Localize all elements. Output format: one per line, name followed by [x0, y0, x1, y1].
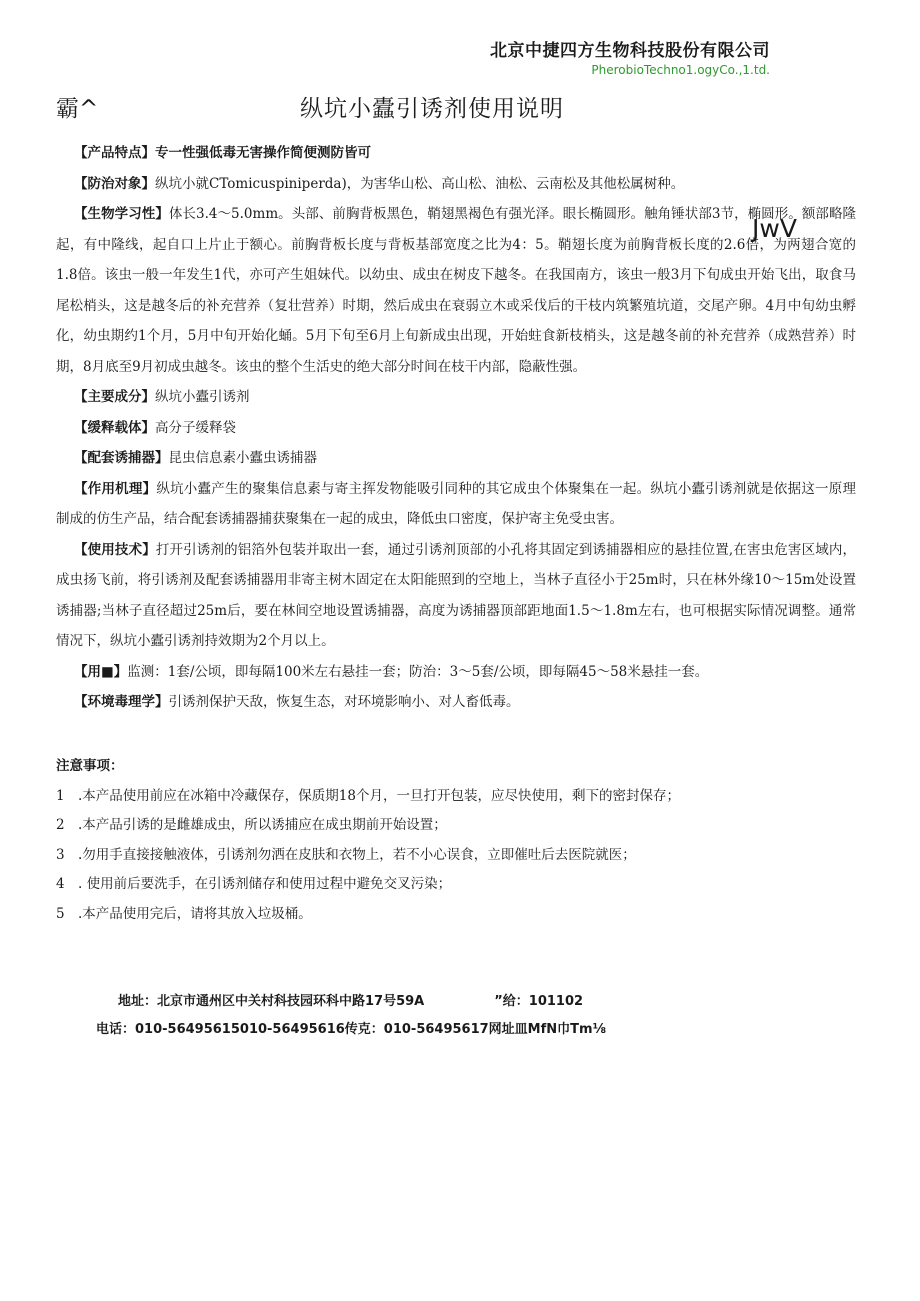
stray-mark: JwV	[752, 214, 797, 243]
list-item	[56, 782, 856, 812]
note-number: 4	[56, 876, 65, 892]
section-mechanism	[56, 474, 856, 535]
notes-block	[56, 752, 856, 929]
section-usage	[56, 535, 856, 657]
section-carrier	[56, 413, 856, 444]
logo-glyph: 霸^	[56, 96, 99, 122]
list-item	[56, 900, 856, 930]
section-head: 【用■】	[74, 663, 128, 680]
note-number: 1	[56, 787, 65, 804]
section-text: 打开引诱剂的铝箔外包装并取出一套，通过引诱剂顶部的小孔将其固定到诱捕器相应的悬挂位置,在害虫危害区域内，成虫扬飞前，将引诱剂及配套诱捕器用非寄主树木固定在太阳能照到的空地上，当林子直径小于25m时，只在林外缘10～15m处设置诱捕器;当林子直径超过25m后，要在林间空地设置诱捕器，高度为诱捕器顶部距地面1.5～1.8m左右，也可根据实际情况调整。通常情况下，纵坑小蠹引诱剂持效期为2个月以上。	[56, 541, 857, 649]
list-item	[56, 841, 856, 871]
section-product-features	[56, 138, 856, 169]
section-trap	[56, 443, 856, 474]
section-head: 【主要成分】	[74, 389, 155, 405]
section-head: 【产品特点】	[74, 145, 155, 161]
section-head: 【缓释载体】	[74, 419, 155, 436]
section-head: 【使用技术】	[74, 541, 156, 558]
note-text: .本产品引诱的是雌雄成虫，所以诱捕应在成虫期前开始设置；	[78, 817, 447, 833]
section-text: 昆虫信息素小蠹虫诱捕器	[168, 450, 317, 466]
note-number: 3	[56, 846, 65, 863]
note-text: .本产品使用前应在冰箱中冷藏保存，保质期18个月，一旦打开包装，应尽快使用，剩下的密封保存；	[78, 787, 680, 804]
note-number: 2	[56, 817, 65, 833]
list-item	[56, 870, 856, 900]
footer-address-line	[118, 990, 583, 1009]
document-title: 纵坑小蠹引诱剂使用说明	[300, 96, 564, 122]
section-text: 引诱剂保护天敌，恢复生态，对环境影响小、对人畜低毒。	[168, 694, 520, 710]
section-head: 【防治对象】	[74, 175, 155, 192]
section-head: 【生物学习性】	[74, 206, 169, 222]
note-text: .本产品使用完后，请将其放入垃圾桶。	[78, 905, 312, 922]
document-body	[56, 138, 856, 718]
section-text: 纵坑小蠹引诱剂	[155, 389, 250, 405]
company-name-en: PherobioTechno1.ogyCo.,1.td.	[591, 63, 770, 77]
note-number: 5	[56, 905, 65, 922]
section-text: 专一性强低毒无害操作简便测防皆可	[155, 145, 371, 161]
section-target	[56, 169, 856, 200]
section-head: 【环境毒理学】	[74, 694, 169, 710]
section-text: 体长3.4～5.0mm。头部、前胸背板黑色，鞘翅黑褐色有强光泽。眼长椭圆形。触角锤状部3节，椭圆形。额部略隆起，有中隆线，起自口上片止于额心。前胸背板长度与背板基部宽度之比为4：5。鞘翅长度为前胸背板长度的2.6倍，为两翅合宽的1.8倍。该虫一般一年发生1代，亦可产生姐妹代。以幼虫、成虫在树皮下越冬。在我国南方，该虫一般3月下旬成虫开始飞出，取食马尾松梢头，这是越冬后的补充营养（复壮营养）时期，然后成虫在衰弱立木或采伐后的干枝内筑繁殖坑道，交尾产卵。4月中旬幼虫孵化，幼虫期约1个月，5月中旬开始化蛹。5月下旬至6月上旬新成虫出现，开始蛀食新枝梢头，这是越冬前的补充营养（成熟营养）时期，8月底至9月初成虫越冬。该虫的整个生活史的绝大部分时间在枝干内部，隐蔽性强。	[56, 206, 856, 375]
section-ingredient	[56, 382, 856, 413]
section-head: 【配套诱捕器】	[74, 450, 169, 466]
footer-postcode: ”给：101102	[494, 994, 584, 1009]
section-text: 纵坑小蠹产生的聚集信息素与寄主挥发物能吸引同种的其它成虫个体聚集在一起。纵坑小蠹引诱剂就是依据这一原理制成的仿生产品，结合配套诱捕器捕获聚集在一起的成虫，降低虫口密度，保护寄主免受虫害。	[56, 480, 857, 527]
section-text: 监测：1套/公顷，即每隔100米左右悬挂一套；防治：3～5套/公顷，即每隔45～58米悬挂一套。	[127, 663, 709, 680]
footer-address: 地址：北京市通州区中关村科技园环科中路17号59A	[118, 994, 425, 1009]
note-text: . 使用前后要洗手，在引诱剂储存和使用过程中避免交叉污染；	[78, 876, 452, 892]
section-dosage	[56, 657, 856, 688]
section-text: 纵坑小就CTomicuspiniperda)，为害华山松、高山松、油松、云南松及其他松属树种。	[155, 175, 685, 192]
section-head: 【作用机理】	[74, 480, 157, 497]
section-biology	[56, 199, 856, 382]
note-text: .勿用手直接接触液体，引诱剂勿洒在皮肤和衣物上，若不小心误食，立即催吐后去医院就医；	[78, 846, 636, 863]
section-text: 高分子缓释袋	[155, 419, 236, 436]
notes-list	[56, 782, 856, 930]
company-name-cn: 北京中捷四方生物科技股份有限公司	[490, 41, 770, 61]
footer-contact: 电话：010-56495615010-56495616传克：010-56495617网址皿MfN巾Tm⅛	[96, 1022, 607, 1037]
section-toxicology	[56, 687, 856, 718]
notes-title: 注意事项：	[56, 758, 124, 774]
list-item	[56, 811, 856, 841]
